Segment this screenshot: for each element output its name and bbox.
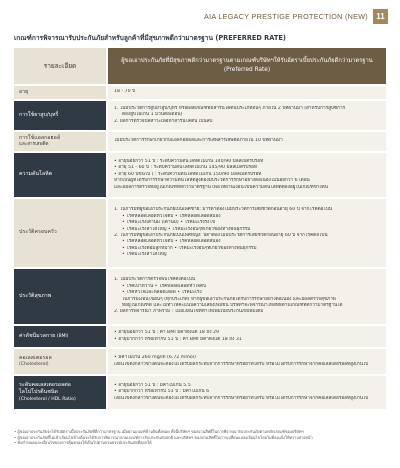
row-line: 1. ในการมีที่ผู้ขอเอาประกันภัยเป็นเพศชาย: มารดาต้องไม่มีประวัติการเสียชีวิตก่อนอายุ 60 ปี จากโรคต่อไปนี้	[114, 207, 332, 213]
table-row-cholesterol	[14, 349, 386, 374]
row-line: • อายุน้อยกว่า 51 ปี : มีค่าไม่เกิน 5.5	[114, 382, 191, 388]
header-preferred-rate-line1: ผู้ขอเอาประกันภัยที่มีสุขภาพดีกว่ามาตรฐานตามเกณฑ์บริษัทฯให้รับอัตราเบี้ยประกันภัยดีกว่ามาตรฐาน	[121, 58, 373, 65]
table-row-smoking	[14, 101, 386, 130]
row-line: เงื่อนไขดังกล่าวข้างต้นจะต้องไม่ได้รับผลกระทบจากการรักษาหรือยาที่ได้รับ หรือไม่ได้รับการรักษาจากคอเลสเตอรอลที่สูงเกินไป	[114, 395, 369, 401]
table-row-family-history	[14, 199, 386, 267]
row-line: • โรคหลอดเลือดหัวใจตีบ • โรคหลอดเลือดสมอง	[122, 239, 221, 245]
row-line: • มีค่าไม่เกิน 260 mg/dl (6.72 mmol)	[114, 355, 196, 361]
criteria-table	[14, 48, 386, 411]
row-line: • โรคหลอดเลือดหัวใจตีบ • โรคหลอดเลือดสมอง	[122, 213, 221, 219]
row-line: • อายุ 51 - 60 ปี : ระดับความดันโลหิตไม่เกิน 145/90 มิลลิเมตรปรอท	[114, 165, 257, 171]
row-label-main: การใช้แอลกอฮอล์	[19, 134, 61, 141]
row-label	[14, 132, 106, 151]
row-label-sub: (Cholesterol / HDL Ratio)	[19, 396, 76, 402]
row-line: 2. ผลการตรวจปัสสาวะเพื่อหาสารนิโคติน เป็นลบ	[114, 118, 213, 124]
row-line: ในการมีเงื่อนไขอื่นๆ (ทุกประเภท) หากผู้ขอเอาประกันภัยได้รับการรักษาอย่างต่อเนื่อง และมีผลตรวจสุขภาพ	[122, 296, 336, 302]
row-line: • อายุมากกว่า หรือเท่ากับ 51 ปี : มีค่าไม่เกิน 6	[114, 389, 210, 395]
footnote-line: • ผู้ขอเอาประกันภัยจะได้รับอัตราเบี้ยประกันภัยที่ดีกว่ามาตรฐาน เมื่อผ่านเกณฑ์ข้างต้นทั้งหมด ทั้งนี้บริษัทฯ ขอสงวนสิทธิ์ในการพิจารณารับประกันภัยตามหลักเกณฑ์ของบริษัทฯ	[14, 429, 304, 434]
header-preferred-rate	[108, 48, 386, 84]
row-label: การใช้ยาสูบ/บุหรี่	[14, 101, 106, 130]
row-line: ที่อยู่ในเกณฑ์ดี และไม่ทำให้คะแนนความเสี่ยงเพิ่มขึ้น บริษัทฯจะพิจารณาให้สิทธิ์ตามเกณฑ์ที่ดีกว่ามาตรฐานได้	[122, 302, 343, 308]
header-preferred-rate-line2: (Preferred Rate)	[223, 67, 271, 73]
row-content	[108, 199, 386, 267]
footnotes	[14, 429, 386, 446]
row-label-main: ระดับคอเลสเตอรอลต่อ	[19, 382, 71, 389]
row-label	[14, 326, 106, 347]
row-content	[108, 132, 386, 151]
row-content	[108, 101, 386, 130]
row-line: และมีผลการตรวจที่อยู่ในเกณฑ์ที่ดีกว่ามาตรฐาน เพื่อให้ผ่านเงื่อนไขนี้ความดันโลหิตต้องอยู่ในเกณฑ์ข้างต้น	[114, 184, 328, 190]
row-label-sub: (BMI)	[56, 333, 69, 339]
table-row-bmi	[14, 326, 386, 347]
row-line: • อายุน้อยกว่า 51 ปี : ระดับความดันโลหิตไม่เกิน 140/90 มิลลิเมตรปรอท	[114, 158, 264, 164]
row-content	[108, 269, 386, 324]
row-line: • อายุ 60 ปีขึ้นไป ) : ระดับความดันโลหิตไม่เกิน 150/90 มิลลิเมตรปรอท	[114, 171, 262, 177]
row-line: ต้องสูบไม่เกิน 1 มวนต่อเดือน)	[122, 112, 183, 118]
row-label-main: ค่าดัชนีมวลกาย	[19, 332, 56, 339]
page-number-badge: 11	[373, 9, 388, 24]
row-line: • โรคเบาหวาน • โรคหลอดเลือดหัวใจตีบ	[122, 283, 207, 289]
row-label: ประวัติสุขภาพ	[14, 269, 106, 324]
table-row-alcohol	[14, 132, 386, 151]
row-line: • โรคมะเร็งเต้านม (เต้านม) • โรคมะเร็งรังไข่	[122, 220, 216, 226]
row-label	[14, 349, 106, 374]
row-line: 2. ในการมีที่ผู้ขอเอาประกันภัยเป็นเพศหญิง: บิดาต้องไม่มีประวัติการเสียชีวิตก่อนอายุ 60 ปี จากโรคต่อไปนี้	[114, 233, 328, 238]
page-header	[0, 0, 400, 36]
row-line: • โรคหัวใจและหลอดเลือด • โรคมะเร็ง	[122, 290, 202, 296]
row-line: • โรคมะเร็งลำไส้ใหญ่	[122, 252, 167, 258]
row-line: • โรคมะเร็งลำไส้ใหญ่ • โรคมะเร็งอื่นๆที่เกี่ยวข้องทางพันธุกรรม	[122, 226, 251, 232]
row-line: 1. ไม่มีประวัติการสูบยาสูบ/บุหรี่ หรือผลิตภัณฑ์ที่มีสารนิโคตินประเภทอื่นๆ ภายใน 2 ปีที่ผ่านมา (สำหรับการสูบซิการ์	[114, 105, 346, 111]
table-header-row	[14, 48, 386, 84]
row-line: 1. ไม่มีประวัติการตรวจพบโรคดังต่อไปนี้	[114, 277, 196, 283]
footnote-line: • ผู้ขอเอาประกันภัยที่ไม่เข้าเงื่อนไขข้างต้นจะได้รับการพิจารณาตามเกณฑ์การรับประกันภัยปกติ และบริษัทฯ ขอสงวนสิทธิ์ในการเปลี่ยนแปลงเงื่อนไขโดยไม่ต้องแจ้งให้ทราบล่วงหน้า	[14, 434, 313, 440]
row-label-main2: ไลโปโปรตีนชนิด	[19, 389, 58, 396]
row-content	[108, 349, 386, 374]
row-content	[108, 86, 386, 99]
row-label-sub: และสารเสพติด	[19, 141, 49, 147]
row-label: ความดันโลหิต	[14, 153, 106, 197]
row-label	[14, 376, 106, 409]
row-label: ประวัติครอบครัว	[14, 199, 106, 267]
row-content	[108, 153, 386, 197]
row-label-sub: (Cholesterol)	[19, 361, 49, 367]
row-line: • โรคมะเร็งต่อมลูกหมาก • โรคมะเร็งอื่นๆที่เกี่ยวข้องทางพันธุกรรม	[122, 245, 257, 251]
row-line: หากเป็นผู้ที่ได้รับการรักษาความดันโลหิตสูงต้องมีประวัติการรักษาอย่างต่อเนื่องไม่น้อยกว่า 6 เดือน	[114, 178, 310, 184]
row-content	[108, 376, 386, 409]
document-title: เกณฑ์การพิจารณารับประกันภัยสำหรับลูกค้าที่มีสุขภาพดีกว่ามาตรฐาน (PREFERRED RATE)	[14, 34, 286, 42]
table-row-blood-pressure	[14, 153, 386, 197]
row-content	[108, 326, 386, 347]
table-row-cholesterol-hdl	[14, 376, 386, 409]
row-line: 18 - 70 ปี	[114, 89, 136, 95]
row-line: 2. ผลการพิจารณา ภาพรวม : ไม่มีเงื่อนไขที่ทำให้เพิ่มเบี้ยประกันภัยเพิ่มเติม	[114, 309, 264, 315]
table-row-age	[14, 86, 386, 99]
row-label-main: คอเลสเตอรอล	[19, 354, 52, 361]
header-details-label: รายละเอียด	[14, 48, 106, 84]
row-line: • อายุน้อยกว่า 51 ปี : ค่า BMI มีค่าตั้งแต่ 18 ถึง 29	[114, 330, 219, 336]
row-label: อายุ	[14, 86, 106, 99]
row-line: ไม่มีประวัติการรักษาเกี่ยวกับแอลกอฮอล์และการเสพสารเสพติดภายใน 10 ปีที่ผ่านมา	[114, 138, 283, 144]
row-line: • อายุมากกว่า หรือเท่ากับ 51 ปี : ค่า BMI มีค่าตั้งแต่ 18 ถึง 31	[114, 336, 242, 342]
footnote-line: • ข้อกำหนดและเงื่อนไขของการคุ้มครองให้เป็นไปตามกรมธรรม์ประกันภัยที่ออกให้	[14, 440, 152, 446]
table-row-health-history	[14, 269, 386, 324]
product-title: AIA LEGACY PRESTIGE PROTECTION (NEW)	[203, 12, 368, 21]
row-line: เงื่อนไขดังกล่าวข้างต้นจะต้องไม่ได้รับผลกระทบจากการรักษาหรือยาที่ได้รับ หรือไม่ได้รับการรักษาจากคอเลสเตอรอลที่สูงเกินไป	[114, 361, 369, 367]
